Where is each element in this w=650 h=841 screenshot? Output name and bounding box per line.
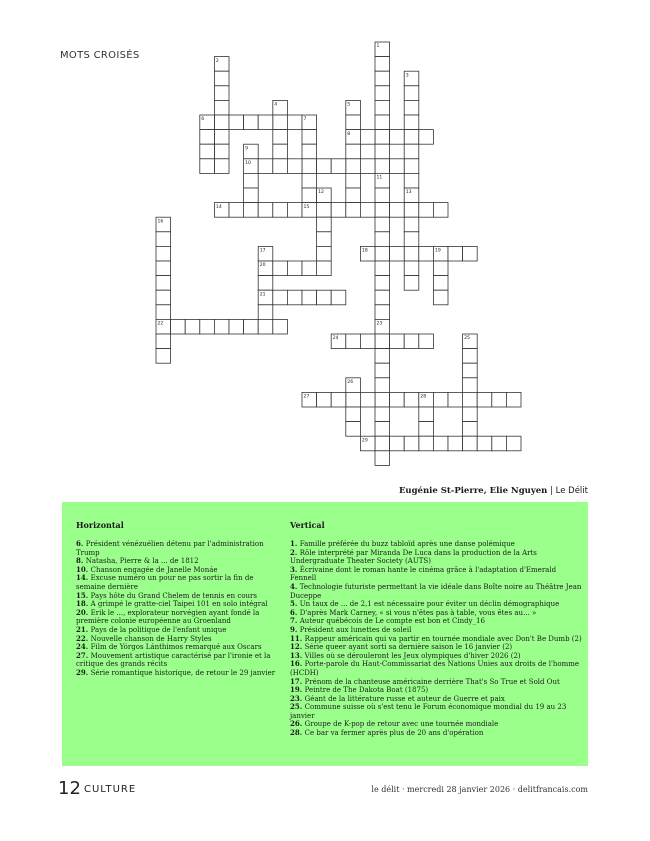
crossword-cell[interactable] [375,71,390,86]
crossword-cell[interactable] [404,261,419,276]
cell-number: 18 [361,248,368,254]
crossword-cell[interactable] [433,261,448,276]
crossword-cell[interactable] [463,407,478,422]
cell-number: 14 [215,204,222,210]
crossword-cell[interactable] [287,203,302,218]
cell-number: 5 [347,102,351,108]
crossword-cell[interactable] [258,305,273,320]
crossword-cell[interactable] [346,188,361,203]
clue-text: Groupe de K-pop de retour avec une tournée mondiale [304,720,499,729]
vertical-clue [290,635,582,644]
clue-text: Écrivaine dont le roman hante le cinéma grâce à l'adaptation d'Emerald Fennell [290,565,557,583]
clue-text: Prénom de la chanteuse américaine derrière That's So True et Sold Out [304,677,560,686]
clue-text: Auteur québécois de Le compte est bon et Cindy_16 [299,617,485,626]
clue-text: Président aux lunettes de soleil [299,625,412,634]
crossword-cell[interactable] [390,246,405,261]
crossword-cell[interactable] [317,261,332,276]
cell-number: 1 [376,44,380,50]
horizontal-clue [76,557,276,566]
clue-text: Famille préférée du buzz tabloïd après une danse polémique [299,540,515,548]
crossword-cell[interactable] [433,436,448,451]
cell-number: 15 [303,204,310,210]
horizontal-clue [76,600,276,609]
clue-number: 21. [76,624,91,634]
crossword-cell[interactable] [331,203,346,218]
crossword-cell[interactable] [200,144,215,159]
vertical-clue [290,566,582,583]
crossword-cell[interactable] [375,232,390,247]
crossword-cell[interactable] [375,378,390,393]
vertical-clue [290,549,582,566]
clue-text: Ce bar va fermer après plus de 20 ans d'opération [304,729,484,738]
horizontal-clue [76,635,276,644]
cell-number: 22 [157,321,164,327]
crossword-cell[interactable] [419,334,434,349]
crossword-cell[interactable] [360,159,375,174]
cell-number: 25 [464,336,470,342]
clue-text: Technologie futuriste permettant la vie idéale dans Boîte noire au Théâtre Jean Duceppe [290,582,582,600]
clue-number: 24. [76,642,91,652]
crossword-cell[interactable] [346,392,361,407]
horizontal-title: Horizontal [76,520,124,530]
cell-number: 28 [420,394,427,400]
crossword-cell[interactable] [433,290,448,305]
crossword-cell[interactable] [287,159,302,174]
crossword-cell[interactable] [317,217,332,232]
clue-text: Villes où se dérouleront les Jeux olympiques d'hiver 2026 (2) [304,651,521,660]
crossword-cell[interactable] [404,173,419,188]
clue-number: 14. [76,573,91,583]
crossword-cell[interactable] [287,115,302,130]
clue-text: Porte-parole du Haut-Commissariat des Nations Unies aux droits de l'homme (HCDH) [290,660,580,677]
crossword-cell[interactable] [258,159,273,174]
crossword-cell[interactable] [419,203,434,218]
crossword-cell[interactable] [375,246,390,261]
crossword-cell[interactable] [360,130,375,145]
vertical-clue [290,617,582,626]
clue-number: 15. [76,590,91,600]
cell-number: 20 [259,263,266,269]
crossword-cell[interactable] [156,276,171,291]
crossword-cell[interactable] [214,130,229,145]
cell-number: 8 [347,131,351,137]
crossword-cell[interactable] [273,115,288,130]
clue-text: Mouvement artistique caractérisé par l'ironie et la critique des grands récits [76,651,271,669]
cell-number: 11 [376,175,383,181]
clue-number: 16. [290,659,305,669]
crossword-cell[interactable] [463,378,478,393]
crossword-cell[interactable] [273,319,288,334]
horizontal-clue [76,652,276,669]
cell-number: 27 [303,394,310,400]
vertical-clue [290,600,582,609]
crossword-cell[interactable] [244,203,259,218]
clues-panel [62,502,588,766]
crossword-cell[interactable] [404,144,419,159]
vertical-clue [290,678,582,687]
cell-number: 16 [157,219,164,225]
crossword-cell[interactable] [273,144,288,159]
crossword-cell[interactable] [448,392,463,407]
crossword-cell[interactable] [331,290,346,305]
crossword-cell[interactable] [258,276,273,291]
crossword-cell[interactable] [200,319,215,334]
credit-authors: Eugénie St-Pierre, Elie Nguyen [398,486,548,496]
clue-number: 23. [290,693,305,703]
clue-number: 11. [290,633,305,643]
vertical-clue [290,583,582,600]
crossword-cell[interactable] [404,334,419,349]
crossword-cell[interactable] [273,261,288,276]
crossword-cell[interactable] [244,188,259,203]
crossword-cell[interactable] [375,392,390,407]
crossword-cell[interactable] [317,392,332,407]
vertical-clue [290,540,582,549]
clue-text: Excuse numéro un pour ne pas sortir la fin de semaine dernière [76,574,254,591]
clue-number: 26. [290,719,305,729]
crossword-cell[interactable] [317,246,332,261]
crossword-cell[interactable] [273,203,288,218]
crossword-cell[interactable] [346,173,361,188]
cell-number: 7 [303,117,307,123]
crossword-cell[interactable] [375,159,390,174]
crossword-cell[interactable] [200,159,215,174]
crossword-cell[interactable] [375,57,390,72]
clue-number: 17. [290,676,305,686]
crossword-cell[interactable] [375,203,390,218]
crossword-cell[interactable] [463,349,478,364]
crossword-cell[interactable] [492,392,507,407]
cell-number: 19 [434,248,441,254]
horizontal-clue [76,626,276,635]
crossword-cell[interactable] [360,334,375,349]
cell-number: 6 [201,117,205,123]
crossword-cell[interactable] [404,159,419,174]
horizontal-clues [76,520,276,678]
crossword-cell[interactable] [244,173,259,188]
crossword-cell[interactable] [404,217,419,232]
crossword-cell[interactable] [375,349,390,364]
crossword-cell[interactable] [317,232,332,247]
clue-number: 28. [290,728,305,738]
clue-text: Pays de la politique de l'enfant unique [90,625,227,634]
cell-number: 10 [245,161,251,166]
crossword-cell[interactable] [419,246,434,261]
crossword-cell[interactable] [375,305,390,320]
crossword-cell[interactable] [346,115,361,130]
crossword-cell[interactable] [214,86,229,101]
crossword-cell[interactable] [331,159,346,174]
crossword-cell[interactable] [200,130,215,145]
crossword-cell[interactable] [477,436,492,451]
horizontal-clue [76,574,276,591]
vertical-clue [290,643,582,652]
clue-number: 9. [290,624,300,634]
cell-number: 26 [347,380,354,385]
vertical-title: Vertical [290,520,325,530]
horizontal-clue [76,669,276,678]
crossword-cell[interactable] [258,203,273,218]
page-number: 12 [58,778,81,799]
crossword-cell[interactable] [375,144,390,159]
crossword-cell[interactable] [214,115,229,130]
crossword-cell[interactable] [214,159,229,174]
clue-number: 29. [76,667,91,677]
crossword-cell[interactable] [375,334,390,349]
crossword-cell[interactable] [404,246,419,261]
clue-number: 19. [290,685,305,695]
clue-number: 18. [76,599,91,609]
crossword-cell[interactable] [375,422,390,437]
crossword-cell[interactable] [156,246,171,261]
clue-number: 2. [290,547,300,557]
crossword-cell[interactable] [302,173,317,188]
crossword-cell[interactable] [214,100,229,115]
clue-text: D'après Mark Carney, « si vous n'êtes pas à table, vous êtes au... » [299,608,537,617]
crossword-cell[interactable] [317,159,332,174]
clue-number: 5. [290,599,300,609]
crossword-cell[interactable] [463,392,478,407]
crossword-cell[interactable] [360,203,375,218]
clue-text: Série queer ayant sorti sa dernière saison le 16 janvier (2) [304,643,513,652]
crossword-cell[interactable] [492,436,507,451]
crossword-cell[interactable] [346,203,361,218]
horizontal-clue [76,592,276,601]
cell-number: 21 [259,292,266,298]
clue-number: 13. [290,650,305,660]
crossword-cell[interactable] [433,392,448,407]
vertical-clue [290,686,582,695]
horizontal-clue [76,643,276,652]
crossword-cell[interactable] [404,276,419,291]
crossword-cell[interactable] [375,188,390,203]
crossword-cell[interactable] [419,130,434,145]
vertical-clue [290,660,582,677]
crossword-cell[interactable] [506,436,521,451]
clue-number: 7. [290,616,300,626]
crossword-cell[interactable] [258,319,273,334]
clue-text: Commune suisse où s'est tenu le Forum économique mondial du 19 au 23 janvier [290,703,567,720]
crossword-cell[interactable] [273,290,288,305]
crossword-cell[interactable] [346,144,361,159]
credit-separator: | [550,486,553,496]
clue-text: Film de Yórgos Lánthimos remarqué aux Oscars [90,643,262,652]
vertical-clue [290,695,582,704]
crossword-cell[interactable] [419,407,434,422]
clue-number: 6. [290,607,300,617]
cell-number: 4 [274,102,278,108]
crossword-cell[interactable] [331,392,346,407]
clue-number: 27. [76,650,91,660]
crossword-cell[interactable] [404,436,419,451]
clue-text: Président vénézuélien détenu par l'administration Trump [76,540,264,557]
crossword-cell[interactable] [390,130,405,145]
crossword-cell[interactable] [346,422,361,437]
crossword-cell[interactable] [156,232,171,247]
footer-issue: le délit · mercredi 28 janvier 2026 · delitfrancais.com [371,785,588,794]
crossword-cell[interactable] [302,159,317,174]
clue-number: 4. [290,581,300,591]
crossword-cell[interactable] [463,436,478,451]
clue-text: A grimpé le gratte-ciel Taipei 101 en solo intégral [90,600,268,609]
crossword-cell[interactable] [214,319,229,334]
clue-text: Série romantique historique, de retour le 29 janvier [90,668,276,677]
crossword-cell[interactable] [419,436,434,451]
crossword-cell[interactable] [273,159,288,174]
clue-number: 22. [76,633,91,643]
crossword-cell[interactable] [317,290,332,305]
crossword-cell[interactable] [404,100,419,115]
crossword-cell[interactable] [390,334,405,349]
crossword-cell[interactable] [404,86,419,101]
crossword-cell[interactable] [375,290,390,305]
crossword-cell[interactable] [375,363,390,378]
crossword-cell[interactable] [404,115,419,130]
crossword-cell[interactable] [156,305,171,320]
crossword-cell[interactable] [229,203,244,218]
clue-number: 3. [290,564,300,574]
clue-text: Géant de la littérature russe et auteur de Guerre et paix [304,694,505,703]
crossword-cell[interactable] [448,246,463,261]
crossword-cell[interactable] [375,276,390,291]
crossword-cell[interactable] [214,71,229,86]
crossword-cell[interactable] [346,159,361,174]
clue-text: Pays hôte du Grand Chelem de tennis en cours [90,591,257,600]
clue-number: 12. [290,642,305,652]
clue-number: 10. [76,564,91,574]
crossword-cell[interactable] [346,334,361,349]
section-label: MOTS CROISÉS [60,50,140,61]
crossword-cell[interactable] [156,334,171,349]
clue-text: Erik le ..., explorateur norvégien ayant fondé la première colonie européenne au Groenland [76,608,260,626]
vertical-clue [290,626,582,635]
clue-text: Peintre de The Dakota Boat (1875) [304,686,429,695]
crossword-cell[interactable] [390,203,405,218]
crossword-cell[interactable] [433,276,448,291]
horizontal-clue [76,540,276,557]
vertical-clue [290,703,582,720]
crossword-cell[interactable] [302,144,317,159]
clue-text: Nouvelle chanson de Harry Styles [90,634,212,643]
crossword-cell[interactable] [302,188,317,203]
crossword-cell[interactable] [214,144,229,159]
crossword-cell[interactable] [185,319,200,334]
cell-number: 24 [332,336,339,342]
crossword-cell[interactable] [346,407,361,422]
crossword-cell[interactable] [229,319,244,334]
crossword-cell[interactable] [244,115,259,130]
crossword-cell[interactable] [302,261,317,276]
crossword-cell[interactable] [375,217,390,232]
clue-number: 20. [76,607,91,617]
cell-number: 3 [405,73,409,79]
crossword-cell[interactable] [404,392,419,407]
crossword-cell[interactable] [463,363,478,378]
vertical-clues [290,520,582,738]
clue-text: Natasha, Pierre & la ... de 1812 [85,557,199,566]
cell-number: 23 [376,321,383,327]
clue-text: Chanson engagée de Janelle Monáe [90,565,218,574]
crossword-cell[interactable] [302,130,317,145]
crossword-cell[interactable] [390,392,405,407]
cell-number: 13 [405,190,412,196]
vertical-clue [290,729,582,738]
vertical-clue [290,720,582,729]
crossword-cell[interactable] [404,130,419,145]
clue-number: 6. [76,539,86,548]
crossword-cell[interactable] [287,290,302,305]
crossword-cell[interactable] [287,261,302,276]
crossword-cell[interactable] [302,290,317,305]
crossword-cell[interactable] [448,436,463,451]
crossword-cell[interactable] [404,232,419,247]
crossword-cell[interactable] [477,392,492,407]
crossword-cell[interactable] [390,159,405,174]
cell-number: 29 [361,438,368,444]
crossword-cell[interactable] [375,115,390,130]
crossword-cell[interactable] [375,86,390,101]
crossword-cell[interactable] [375,261,390,276]
credit-outlet: Le Délit [555,486,588,496]
clue-number: 25. [290,702,305,712]
cell-number: 12 [318,190,324,196]
crossword-cell[interactable] [390,436,405,451]
cell-number: 9 [245,146,249,152]
crossword-cell[interactable] [404,203,419,218]
crossword-cell[interactable] [375,130,390,145]
horizontal-clue [76,609,276,626]
crossword-cell[interactable] [463,246,478,261]
footer-section: CULTURE [84,784,137,795]
crossword-cell[interactable] [506,392,521,407]
crossword-cell[interactable] [156,261,171,276]
crossword-cell[interactable] [156,349,171,364]
clue-number: 8. [76,556,86,566]
crossword-cell[interactable] [360,392,375,407]
crossword-cell[interactable] [156,290,171,305]
crossword-cell[interactable] [244,319,259,334]
clue-text: Rappeur américain qui va partir en tournée mondiale avec Don't Be Dumb (2) [304,634,582,643]
crossword-cell[interactable] [317,203,332,218]
crossword-cell[interactable] [433,203,448,218]
crossword-cell[interactable] [171,319,186,334]
crossword-cell[interactable] [375,407,390,422]
crossword-cell[interactable] [463,422,478,437]
crossword-cell[interactable] [419,422,434,437]
clue-text: Un taux de ... de 2,1 est nécessaire pour éviter un déclin démographique [299,600,560,609]
cell-number: 2 [215,58,219,64]
cell-number: 17 [259,248,266,254]
credit-line [399,486,588,496]
clue-number: 1. [290,539,300,548]
clue-text: Rôle interprété par Miranda De Luca dans la production de la Arts Undergraduate Theater Society (AUTS) [290,548,537,566]
crossword-cell[interactable] [375,451,390,466]
crossword-cell[interactable] [375,100,390,115]
crossword-cell[interactable] [375,436,390,451]
crossword-cell[interactable] [273,130,288,145]
crossword-cell[interactable] [258,115,273,130]
crossword-cell[interactable] [229,115,244,130]
